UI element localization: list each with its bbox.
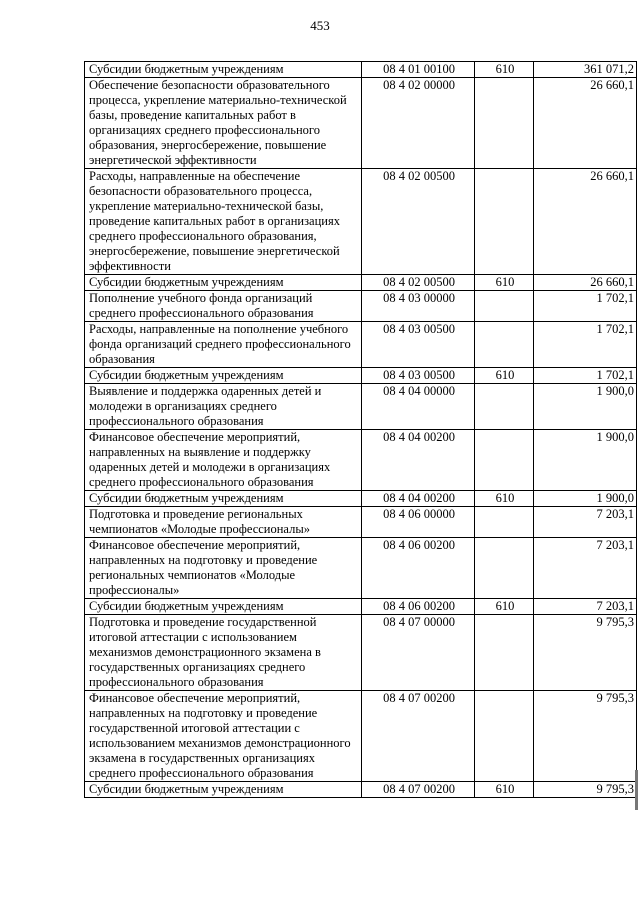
expense-type-cell (475, 291, 534, 322)
expense-name-cell: Финансовое обеспечение мероприятий, направленных на выявление и поддержку одаренных детей и молодежи в организациях среднего профессионального образования (85, 430, 362, 491)
target-code-cell: 08 4 02 00500 (362, 169, 475, 275)
expense-name-cell: Финансовое обеспечение мероприятий, направленных на подготовку и проведение государственной итоговой аттестации с использованием механизмов демонстрационного экзамена в государственных организациях среднего профессионального образования (85, 691, 362, 782)
expense-type-cell: 610 (475, 368, 534, 384)
target-code-cell: 08 4 01 00100 (362, 62, 475, 78)
target-code-cell: 08 4 03 00500 (362, 322, 475, 368)
target-code-cell: 08 4 04 00200 (362, 491, 475, 507)
amount-cell: 9 795,3 (534, 615, 637, 691)
amount-cell: 1 900,0 (534, 430, 637, 491)
expense-type-cell (475, 691, 534, 782)
table-row (85, 538, 637, 599)
table-row (85, 615, 637, 691)
table-row (85, 169, 637, 275)
amount-cell: 7 203,1 (534, 538, 637, 599)
expense-type-cell (475, 615, 534, 691)
table-row (85, 782, 637, 798)
expense-name-cell: Субсидии бюджетным учреждениям (85, 782, 362, 798)
expense-name-cell: Субсидии бюджетным учреждениям (85, 491, 362, 507)
table-row (85, 491, 637, 507)
amount-cell: 26 660,1 (534, 169, 637, 275)
target-code-cell: 08 4 07 00000 (362, 615, 475, 691)
expense-type-cell (475, 322, 534, 368)
expense-name-cell: Субсидии бюджетным учреждениям (85, 275, 362, 291)
target-code-cell: 08 4 07 00200 (362, 782, 475, 798)
amount-cell: 361 071,2 (534, 62, 637, 78)
expense-type-cell (475, 507, 534, 538)
amount-cell: 1 900,0 (534, 384, 637, 430)
table-row (85, 599, 637, 615)
amount-cell: 1 702,1 (534, 291, 637, 322)
table-row (85, 62, 637, 78)
table-row (85, 691, 637, 782)
expense-name-cell: Подготовка и проведение региональных чемпионатов «Молодые профессионалы» (85, 507, 362, 538)
amount-cell: 1 702,1 (534, 322, 637, 368)
amount-cell: 26 660,1 (534, 78, 637, 169)
target-code-cell: 08 4 04 00000 (362, 384, 475, 430)
expense-name-cell: Выявление и поддержка одаренных детей и молодежи в организациях среднего профессионального образования (85, 384, 362, 430)
expense-type-cell: 610 (475, 275, 534, 291)
amount-cell: 26 660,1 (534, 275, 637, 291)
table-row (85, 78, 637, 169)
expense-type-cell (475, 169, 534, 275)
target-code-cell: 08 4 06 00200 (362, 538, 475, 599)
expense-name-cell: Финансовое обеспечение мероприятий, направленных на подготовку и проведение региональных чемпионатов «Молодые профессионалы» (85, 538, 362, 599)
expense-name-cell: Субсидии бюджетным учреждениям (85, 599, 362, 615)
expense-name-cell: Обеспечение безопасности образовательного процесса, укрепление материально-технической базы, проведение капитальных работ в организациях среднего профессионального образования, энергосбережение, повышение энергетической эффективности (85, 78, 362, 169)
target-code-cell: 08 4 07 00200 (362, 691, 475, 782)
amount-cell: 9 795,3 (534, 782, 637, 798)
expense-name-cell: Субсидии бюджетным учреждениям (85, 62, 362, 78)
target-code-cell: 08 4 06 00200 (362, 599, 475, 615)
expense-type-cell: 610 (475, 599, 534, 615)
expense-name-cell: Субсидии бюджетным учреждениям (85, 368, 362, 384)
table-row (85, 322, 637, 368)
scan-edge-mark (635, 770, 638, 810)
table-row (85, 275, 637, 291)
expense-type-cell: 610 (475, 782, 534, 798)
target-code-cell: 08 4 03 00000 (362, 291, 475, 322)
page-number: 453 (310, 18, 330, 33)
amount-cell: 1 900,0 (534, 491, 637, 507)
expense-type-cell: 610 (475, 491, 534, 507)
amount-cell: 1 702,1 (534, 368, 637, 384)
expense-type-cell (475, 384, 534, 430)
amount-cell: 7 203,1 (534, 599, 637, 615)
expense-type-cell: 610 (475, 62, 534, 78)
target-code-cell: 08 4 06 00000 (362, 507, 475, 538)
table-row (85, 430, 637, 491)
table-row (85, 507, 637, 538)
expense-name-cell: Расходы, направленные на обеспечение безопасности образовательного процесса, укрепление материально-технической базы, проведение капитальных работ в организациях среднего профессионального образования, энергосбережение, повышение энергетической эффективности (85, 169, 362, 275)
table-row (85, 291, 637, 322)
budget-table-body (85, 62, 637, 798)
expense-type-cell (475, 78, 534, 169)
expense-name-cell: Подготовка и проведение государственной итоговой аттестации с использованием механизмов демонстрационного экзамена в государственных организациях среднего профессионального образования (85, 615, 362, 691)
target-code-cell: 08 4 02 00000 (362, 78, 475, 169)
table-row (85, 368, 637, 384)
expense-type-cell (475, 430, 534, 491)
amount-cell: 9 795,3 (534, 691, 637, 782)
amount-cell: 7 203,1 (534, 507, 637, 538)
target-code-cell: 08 4 02 00500 (362, 275, 475, 291)
expense-type-cell (475, 538, 534, 599)
target-code-cell: 08 4 04 00200 (362, 430, 475, 491)
target-code-cell: 08 4 03 00500 (362, 368, 475, 384)
table-row (85, 384, 637, 430)
expense-name-cell: Пополнение учебного фонда организаций среднего профессионального образования (85, 291, 362, 322)
expense-name-cell: Расходы, направленные на пополнение учебного фонда организаций среднего профессионального образования (85, 322, 362, 368)
budget-table (84, 61, 637, 798)
